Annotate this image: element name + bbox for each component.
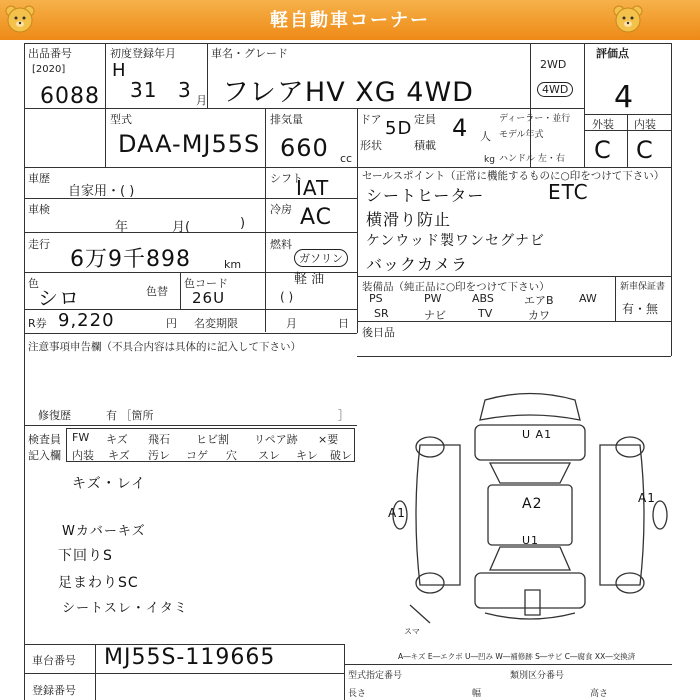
warranty-label: 新車保証書: [620, 282, 666, 292]
chassis-label: 車台番号: [32, 654, 76, 667]
bear-mascot-icon: [4, 5, 36, 35]
displacement-value: 660: [280, 134, 329, 162]
equipment-tv: TV: [478, 307, 493, 320]
dealer-label: ディーラー・並行: [499, 114, 571, 124]
code-scratch: キズ: [106, 433, 128, 446]
fuel-gas: ガソリン: [294, 249, 348, 267]
registration-number-label: 登録番号: [32, 684, 76, 697]
load-unit: kg: [484, 155, 495, 165]
code-burn: コゲ: [186, 449, 208, 462]
bear-mascot-icon: [612, 5, 644, 35]
inspector-entry-label: 記入欄: [28, 449, 61, 462]
history-label: 車歴: [28, 172, 50, 185]
sales-point-navi: ケンウッド製ワンセグナビ: [366, 233, 546, 249]
damage-mark-bottom: スマ: [404, 627, 420, 636]
color-code-label: 色コード: [184, 277, 228, 290]
color-code-value: 26U: [192, 289, 226, 307]
warranty-value: 有・無: [622, 302, 659, 316]
registration-era: H: [112, 60, 127, 81]
color-value: シロ: [38, 286, 80, 310]
capacity-unit: 人: [480, 130, 491, 143]
doors-label: ドア: [360, 113, 382, 126]
lot-year: [2020]: [32, 64, 66, 75]
later-items-label: 後日品: [362, 326, 395, 339]
inspection-year: 年: [115, 220, 129, 235]
score-ext-value: C: [594, 136, 612, 164]
car-diagram: [390, 385, 670, 640]
code-wear: スレ: [258, 449, 280, 462]
mileage-label: 走行: [28, 238, 50, 251]
equipment-pw: PW: [424, 292, 442, 305]
sales-point-seat-heater: シートヒーター: [366, 186, 485, 205]
sales-points-label: セールスポイント（正常に機能するものに○印をつけて下さい）: [362, 170, 665, 182]
model-value: DAA-MJ55S: [118, 130, 261, 158]
shift-label: シフト: [270, 172, 303, 185]
capacity-label: 定員: [414, 113, 436, 126]
inspector-note-3: 下回りS: [58, 548, 113, 564]
fuel-label: 燃料: [270, 238, 292, 251]
notes-label: 注意事項申告欄（不具合内容は具体的に記入して下さい）: [28, 341, 301, 353]
code-replace: ×要: [318, 433, 339, 446]
repair-label: 修復歴: [38, 409, 71, 422]
damage-mark-center: A2: [522, 496, 543, 512]
score-int-label: 内装: [634, 118, 656, 131]
registration-month: 3: [178, 78, 192, 102]
inspector-note-1: キズ・レイ: [72, 476, 147, 492]
score-label: 評価点: [596, 47, 629, 60]
name-change-day: 日: [338, 317, 349, 330]
equipment-sr: SR: [374, 307, 389, 320]
code-dirt: 汚レ: [148, 449, 170, 462]
registration-year: 31: [130, 78, 158, 102]
drive-4wd: 4WD: [537, 82, 573, 97]
fuel-paren: ( ): [280, 290, 294, 304]
mileage-unit: km: [224, 258, 242, 271]
score-value: 4: [614, 80, 635, 115]
inspector-note-5: シートスレ・イタミ: [62, 601, 188, 616]
model-label: 型式: [110, 113, 132, 126]
shape-label: 形状: [360, 139, 382, 152]
inspection-label: 車検: [28, 203, 50, 216]
header-title: 軽自動車コーナー: [270, 10, 430, 31]
code-int-scratch: キズ: [108, 449, 130, 462]
class-number-label: 類別区分番号: [510, 671, 565, 681]
code-repair: リペア跡: [254, 433, 298, 446]
displacement-label: 排気量: [270, 113, 303, 126]
inspector-note-4: 足まわりSC: [58, 575, 139, 591]
equipment-ps: PS: [369, 292, 383, 305]
damage-mark-roof: U A1: [522, 428, 553, 441]
model-year-label: モデル年式: [499, 130, 544, 140]
inspector-label: 検査員: [28, 433, 61, 446]
equipment-leather: カワ: [528, 309, 550, 322]
fuel-light: 軽 油: [294, 272, 325, 287]
drive-2wd: 2WD: [540, 58, 567, 71]
capacity-value: 4: [452, 114, 469, 142]
recycle-unit: 円: [166, 317, 177, 330]
damage-mark-right: A1: [638, 491, 656, 505]
name-change-month: 月: [286, 317, 297, 330]
car-name-value: フレアHV XG 4WD: [222, 77, 474, 108]
score-ext-label: 外装: [592, 118, 614, 131]
displacement-unit: cc: [340, 152, 353, 165]
length-label: 長さ: [348, 689, 367, 699]
equipment-airbag: エアB: [524, 294, 554, 307]
repair-value: 有 ［箇所: [106, 409, 154, 422]
recycle-value: 9,220: [58, 310, 115, 331]
sales-point-back-camera: バックカメラ: [366, 255, 469, 274]
lot-label: 出品番号: [28, 47, 72, 60]
code-interior: 内装: [72, 449, 94, 462]
recycle-label: R券: [28, 317, 47, 330]
inspection-close: ): [240, 216, 246, 231]
code-crack: ヒビ割: [196, 433, 229, 446]
load-label: 積載: [414, 139, 436, 152]
inspector-note-2: Wカバーキズ: [62, 524, 146, 539]
mileage-value: 6万9千898: [70, 247, 191, 272]
handle-label: ハンドル 左・右: [499, 154, 565, 164]
equipment-aw: AW: [579, 292, 597, 305]
repair-close: ］: [338, 409, 349, 422]
sales-point-etc: ETC: [548, 180, 589, 204]
equipment-navi: ナビ: [424, 309, 446, 322]
ac-label: 冷房: [270, 203, 292, 216]
doors-value: 5D: [385, 118, 413, 139]
code-fw: FW: [72, 431, 90, 444]
height-label: 高さ: [590, 689, 609, 699]
score-int-value: C: [636, 136, 654, 164]
shift-value: IAT: [296, 176, 330, 200]
equipment-abs: ABS: [472, 292, 494, 305]
chassis-value: MJ55S-119665: [104, 645, 276, 670]
name-change-label: 名変期限: [194, 317, 238, 330]
ac-value: AC: [300, 205, 333, 230]
lot-number: 6088: [40, 84, 100, 109]
car-name-label: 車名・グレード: [211, 47, 288, 60]
width-label: 幅: [472, 689, 482, 699]
type-number-label: 型式指定番号: [348, 671, 403, 681]
damage-mark-left: A1: [388, 506, 406, 520]
code-cut: キレ: [296, 449, 318, 462]
history-value: 自家用・( ): [68, 184, 135, 199]
color-tone-label: 色替: [146, 285, 168, 298]
code-tear: 破レ: [330, 449, 352, 462]
inspection-month: 月(: [172, 220, 191, 235]
damage-legend: A―キズ E―エクボ U―凹み W―補修跡 S―サビ C―腐食 XX―交換済: [398, 652, 636, 661]
code-hole: 穴: [226, 449, 237, 462]
registration-label: 初度登録年月: [110, 47, 176, 60]
code-chip: 飛石: [148, 433, 170, 446]
damage-mark-rear: U1: [522, 534, 540, 547]
color-label: 色: [28, 277, 39, 290]
equipment-label: 装備品（純正品に○印をつけて下さい）: [362, 281, 550, 293]
registration-month-unit: 月: [196, 94, 207, 107]
sales-point-anti-skid: 横滑り防止: [366, 210, 452, 229]
